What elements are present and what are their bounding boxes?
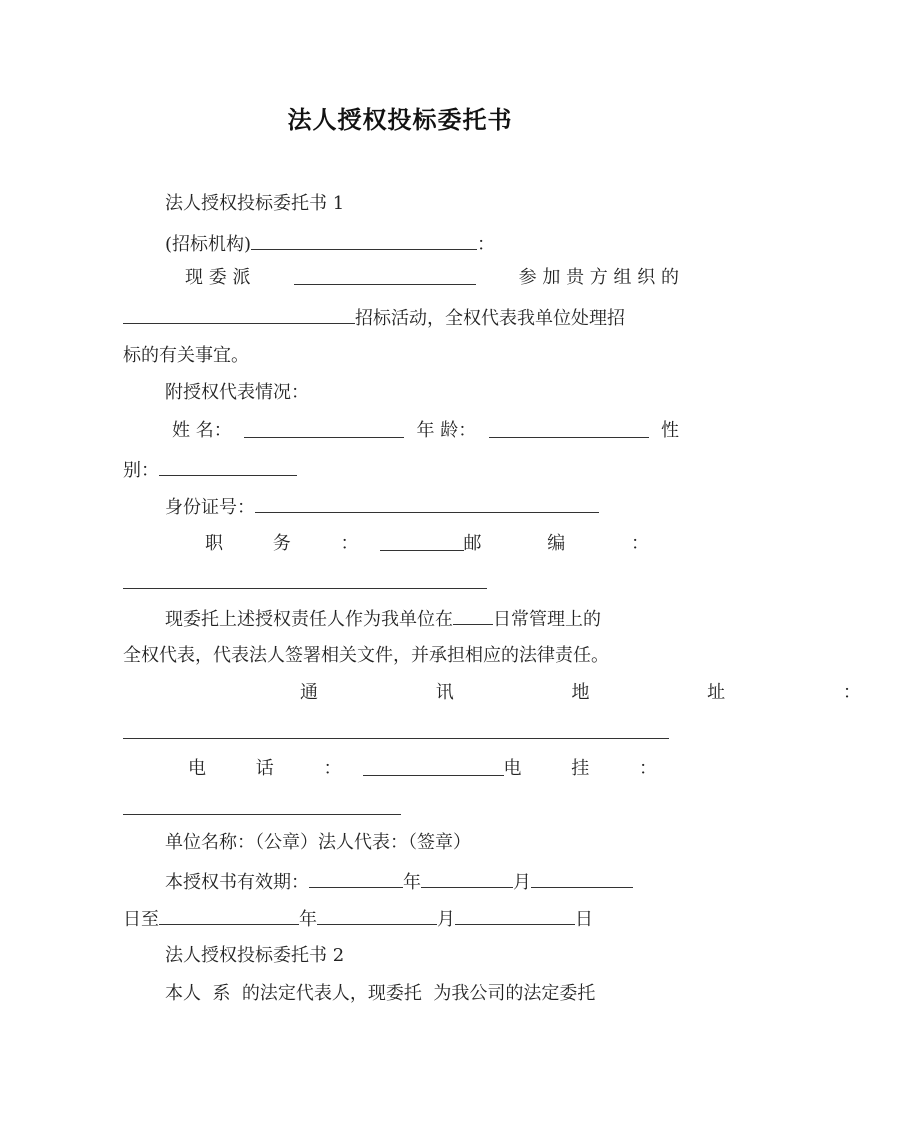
id-line — [165, 494, 679, 520]
agency-label: (招标机构) — [165, 234, 252, 255]
appoint-text-c: 招标活动，全权代表我单位处理招 — [355, 308, 625, 329]
year-label-2: 年 — [299, 909, 317, 930]
month-label: 月 — [513, 872, 531, 893]
appoint-line — [185, 266, 679, 290]
tel-label: 电 话 ： — [188, 758, 364, 779]
year-label: 年 — [403, 872, 421, 893]
valid-year-blank — [309, 869, 403, 888]
appoint-text-a: 现 委 派 — [185, 267, 251, 288]
duty-text-b: 日常管理上的 — [493, 609, 601, 630]
section-2-first-line: 本人 系 的法定代表人，现委托 为我公司的法定委托 — [165, 983, 596, 1004]
age-blank — [489, 419, 649, 438]
section-heading-2: 法人授权投标委托书 2 — [165, 945, 345, 966]
end-year-blank — [159, 906, 299, 925]
post-label: 职 务 ： — [205, 533, 381, 554]
tel-blank — [363, 757, 503, 776]
age-label: 年 龄： — [416, 420, 477, 441]
agency-line — [165, 231, 679, 257]
fax-label: 电 挂 ： — [503, 758, 679, 779]
name-age-line — [172, 419, 679, 443]
valid-day-blank — [531, 869, 633, 888]
gender-label-b: 别： — [123, 460, 159, 481]
section-heading-1: 法人授权投标委托书 1 — [165, 193, 345, 214]
unit-signature-line: 单位名称：（公章）法人代表：（签章） — [165, 832, 471, 853]
agency-colon: ： — [477, 234, 496, 255]
attach-heading: 附授权代表情况： — [165, 382, 309, 403]
address-blank — [123, 738, 669, 739]
address-label: 通 讯 地 址 ： — [300, 682, 917, 703]
validity-line-2 — [123, 906, 679, 932]
id-blank — [255, 494, 599, 513]
end-day-blank — [455, 906, 575, 925]
agency-blank — [251, 231, 477, 250]
end-month-blank — [317, 906, 437, 925]
duty-line-2: 全权代表，代表法人签署相关文件，并承担相应的法律责任。 — [123, 645, 609, 666]
name-label: 姓 名： — [172, 420, 232, 441]
appoint-line-3: 标的有关事宜。 — [123, 345, 249, 366]
month-label-2: 月 — [437, 909, 455, 930]
day-to-label: 日至 — [123, 909, 159, 930]
post-zip-line — [205, 532, 679, 556]
id-label: 身份证号： — [165, 497, 255, 518]
post-blank — [380, 532, 463, 551]
gender-label-a: 性 — [660, 420, 679, 441]
project-blank — [123, 305, 355, 324]
zip-label: 邮 编 ： — [463, 533, 679, 554]
zip-blank — [123, 588, 487, 589]
duty-text-a: 现委托上述授权责任人作为我单位在 — [165, 609, 453, 630]
validity-line — [165, 869, 679, 895]
appoint-line-2 — [123, 305, 679, 331]
document-title: 法人授权投标委托书 — [287, 106, 513, 134]
tel-fax-line — [188, 757, 679, 781]
duty-line — [165, 606, 679, 632]
validity-label: 本授权书有效期： — [165, 872, 309, 893]
duty-blank — [453, 606, 493, 625]
gender-line — [123, 457, 679, 483]
appointee-blank — [294, 266, 476, 285]
day-label: 日 — [575, 909, 593, 930]
fax-blank — [123, 814, 401, 815]
gender-blank — [159, 457, 297, 476]
name-blank — [244, 419, 404, 438]
valid-month-blank — [421, 869, 513, 888]
appoint-text-b: 参 加 贵 方 组 织 的 — [518, 267, 679, 288]
